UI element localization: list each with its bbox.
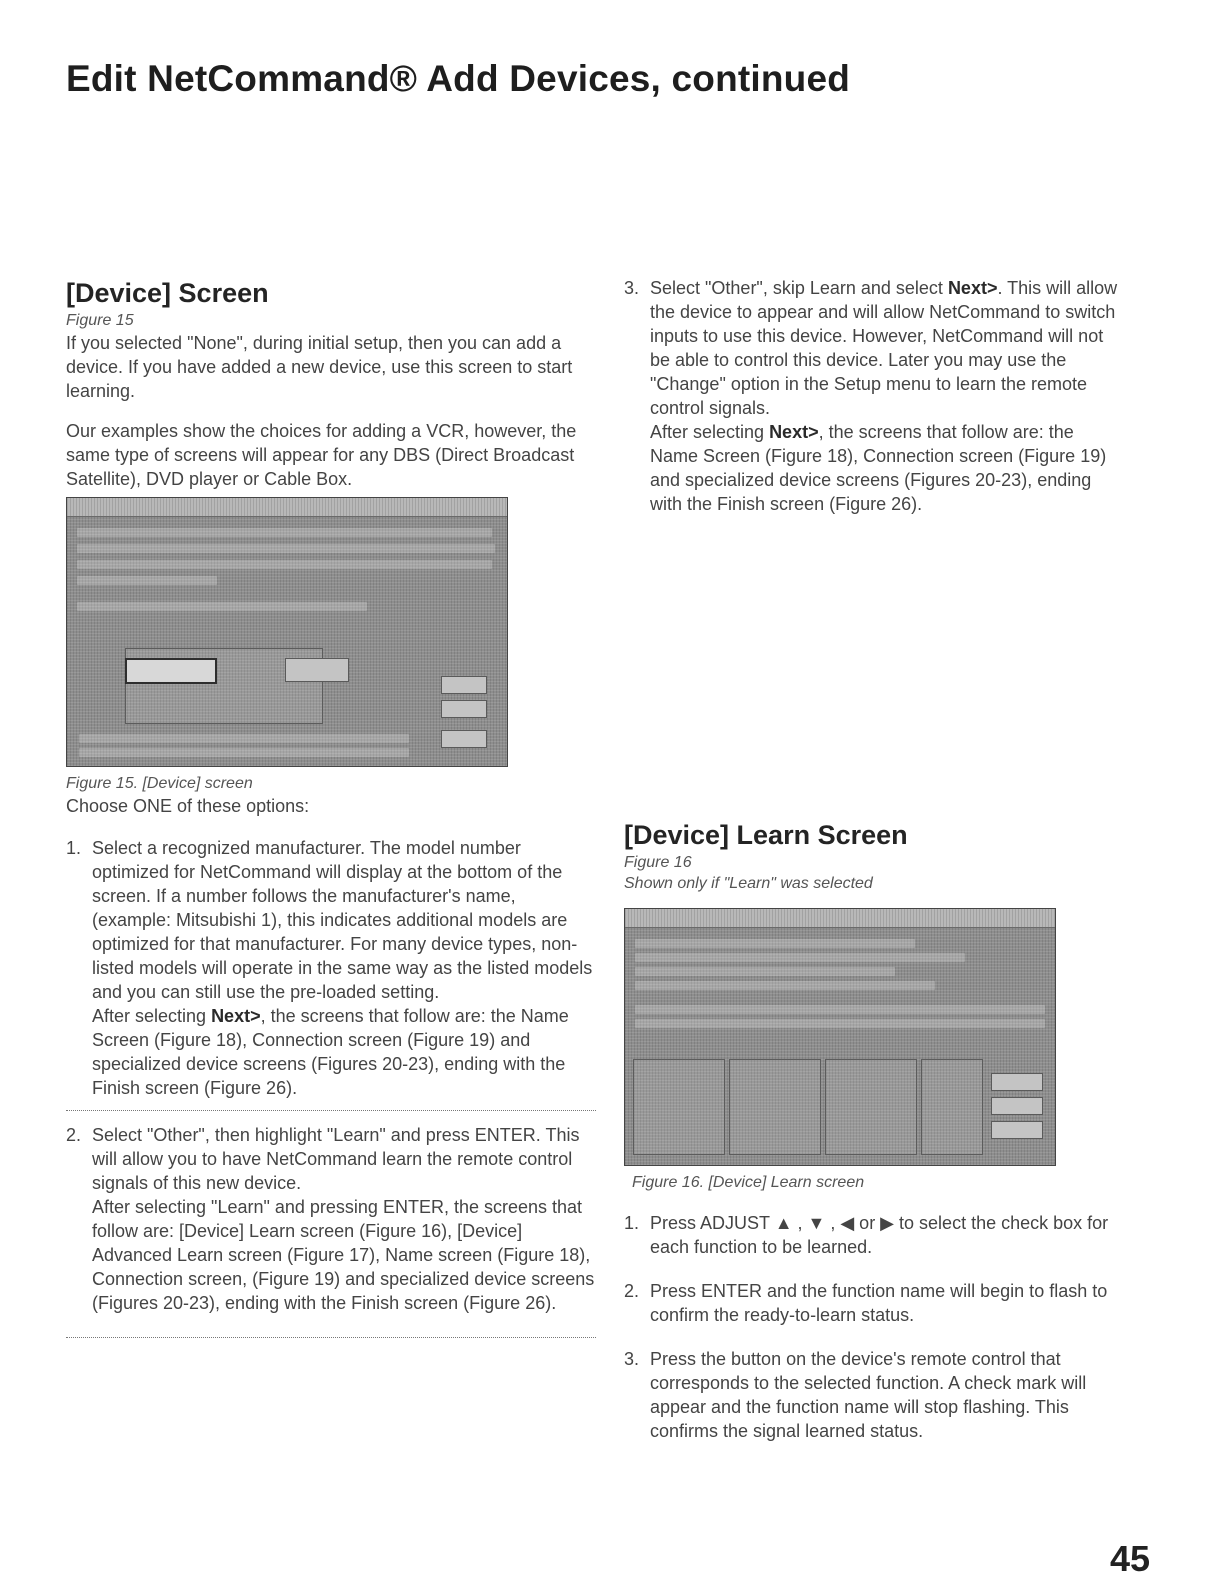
device-screen-para-2: Our examples show the choices for adding a VCR, however, the same type of screens will appear for any DBS (Direct Broadcast Satellite), DVD player or Cable Box. <box>66 421 577 489</box>
function-column <box>633 1059 725 1155</box>
list-number: 3. <box>624 278 640 298</box>
figure-text-line <box>635 939 915 948</box>
right-column <box>624 276 1124 516</box>
figure-button <box>441 676 487 694</box>
device-screen-figure-ref: Figure 15 <box>66 312 134 329</box>
figure-button <box>441 700 487 718</box>
list-item-text: Select a recognized manufacturer. The model number optimized for NetCommand will display at the bottom of the screen. If a number follows the manufacturer's name, (example: Mitsubishi 1), this indicates additional models are optimized for that manufacturer. For many device types, non-listed models will operate in the same way as the listed models and you can still use the pre-loaded setting. <box>92 838 593 1002</box>
device-screen-figure <box>66 497 508 767</box>
learn-screen-figure-ref: Figure 16 <box>624 854 692 871</box>
page-number: 45 <box>1109 1538 1150 1579</box>
learn-screen-shown-only: Shown only if "Learn" was selected <box>624 875 873 892</box>
figure-titlebar <box>67 498 507 517</box>
learn-screen-caption: Figure 16. [Device] Learn screen <box>632 1174 865 1191</box>
figure-button <box>991 1097 1043 1115</box>
learn-screen-heading: [Device] Learn Screen <box>624 820 908 850</box>
after-text-2: After selecting "Learn" and pressing ENTER, the screens that follow are: [Device] Learn screen (Figure 16), [Device] Advanced Learn screen (Figure 17), Name screen (Figure 18), Connection screen, (Figure 19) and specialized device screens (Figures 20-23), ending with the Finish screen (Figure 26). <box>92 1197 595 1313</box>
function-column <box>729 1059 821 1155</box>
figure-text-line <box>635 1019 1045 1028</box>
figure-text-line <box>635 953 965 962</box>
list-item <box>624 1211 1124 1259</box>
list-item <box>624 1347 1124 1443</box>
figure-text-line <box>635 1005 1045 1014</box>
figure-text-line <box>77 528 492 537</box>
list-number: 1. <box>66 838 82 858</box>
figure-text-line <box>635 967 895 976</box>
learn-section <box>624 818 1124 1443</box>
figure-titlebar <box>625 909 1055 928</box>
figure-text-line <box>77 544 495 553</box>
list-item-text: Press ADJUST ▲ , ▼ , ◀ or ▶ to select the check box for each function to be learned. <box>650 1213 1109 1257</box>
figure-text-line <box>77 602 367 611</box>
figure-text-line <box>635 981 935 990</box>
after-text-1: After selecting Next>, the screens that follow are: the Name Screen (Figure 18), Connection screen (Figure 19) and specialized device screens (Figures 20-23), ending with the Finish screen (Figure 26). <box>92 1006 569 1098</box>
after-text-3: After selecting Next>, the screens that follow are: the Name Screen (Figure 18), Connection screen (Figure 19) and specialized device screens (Figures 20-23), ending with the Finish screen (Figure 26). <box>650 422 1107 514</box>
figure-text-line <box>77 576 217 585</box>
options-list <box>624 276 1124 420</box>
device-screen-para-1: If you selected "None", during initial setup, then you can add a device. If you have added a new device, use this screen to start learning. <box>66 333 573 401</box>
figure-text-line <box>77 560 492 569</box>
list-number: 2. <box>624 1281 640 1301</box>
page-title: Edit NetCommand® Add Devices, continued <box>66 58 851 99</box>
list-number: 3. <box>624 1349 640 1369</box>
list-number: 2. <box>66 1125 82 1145</box>
options-list <box>66 836 596 1004</box>
options-list <box>66 1123 596 1195</box>
figure-button <box>991 1073 1043 1091</box>
learn-screen-figure <box>624 908 1056 1166</box>
left-column <box>66 276 596 1338</box>
device-screen-caption: Figure 15. [Device] screen <box>66 775 253 792</box>
figure-button <box>991 1121 1043 1139</box>
function-column <box>921 1059 983 1155</box>
learn-steps-list <box>624 1211 1124 1443</box>
list-item-text: Press ENTER and the function name will begin to flash to confirm the ready-to-learn status. <box>650 1281 1108 1325</box>
manufacturer-selected-item <box>125 658 217 684</box>
figure-button <box>441 730 487 748</box>
list-item <box>66 836 596 1004</box>
divider <box>66 1337 596 1338</box>
choose-options: Choose ONE of these options: <box>66 796 310 816</box>
list-item <box>66 1123 596 1195</box>
learn-box <box>285 658 349 682</box>
figure-text-line <box>79 734 409 743</box>
figure-text-line <box>79 748 409 757</box>
list-item: 3. Select "Other", skip Learn and select Next>. This will allow the device to appear and will allow NetCommand to switch inputs to use this device. However, NetCommand will not be able to control this device. Later you may use the "Change" option in the Setup menu to learn the remote control signals. <box>624 278 1118 418</box>
list-item-text: Select "Other", then highlight "Learn" and press ENTER. This will allow you to have NetCommand learn the remote control signals of this new device. <box>92 1125 580 1193</box>
divider <box>66 1110 596 1111</box>
list-number: 1. <box>624 1213 640 1233</box>
function-column <box>825 1059 917 1155</box>
list-item-text: Press the button on the device's remote control that corresponds to the selected function. A check mark will appear and the function name will stop flashing. This confirms the signal learned status. <box>650 1349 1087 1441</box>
device-screen-heading: [Device] Screen <box>66 278 269 308</box>
list-item <box>624 1279 1124 1327</box>
